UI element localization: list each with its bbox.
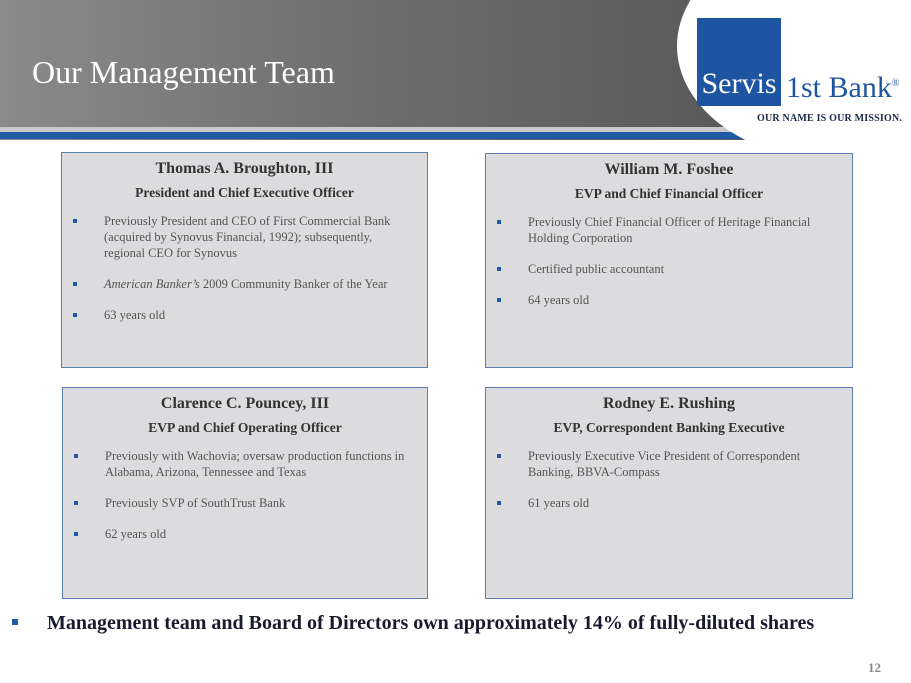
bullet-icon xyxy=(73,219,77,223)
bullet-icon xyxy=(497,267,501,271)
logo-text-1st-bank: 1st Bank xyxy=(786,71,892,104)
bullet-icon xyxy=(497,454,501,458)
bullet-icon xyxy=(497,501,501,505)
list-item xyxy=(104,213,409,261)
profile-name: William M. Foshee xyxy=(604,161,734,178)
bullet-icon xyxy=(74,454,78,458)
list-item xyxy=(528,261,834,277)
profile-bullets xyxy=(62,213,427,323)
profile-bullets xyxy=(486,448,852,511)
profile-name: Clarence C. Pouncey, III xyxy=(160,395,330,412)
profile-role: EVP and Chief Operating Officer xyxy=(148,420,342,435)
list-item-text: 2009 Community Banker of the Year xyxy=(199,277,388,291)
profile-role: President and Chief Executive Officer xyxy=(135,185,354,200)
bullet-icon xyxy=(74,532,78,536)
page-number: 12 xyxy=(868,660,881,675)
list-item-text: Previously SVP of SouthTrust Bank xyxy=(105,496,286,510)
list-item xyxy=(105,495,409,511)
list-item xyxy=(528,448,834,480)
list-item-text: Previously Executive Vice President of Correspondent Banking, BBVA-Compass xyxy=(528,449,801,479)
profile-card-pouncey xyxy=(62,387,428,599)
list-item xyxy=(528,214,834,246)
profile-role: EVP, Correspondent Banking Executive xyxy=(553,420,785,435)
list-item xyxy=(105,526,409,542)
registered-mark: ® xyxy=(891,78,900,89)
list-item xyxy=(105,448,409,480)
list-item-text: Certified public accountant xyxy=(528,262,665,276)
logo-text-bank xyxy=(786,66,899,106)
list-item xyxy=(104,307,409,323)
profile-role: EVP and Chief Financial Officer xyxy=(574,186,764,201)
profile-bullets xyxy=(486,214,852,308)
logo-text-servis: Servis xyxy=(701,67,777,100)
profile-card-broughton xyxy=(61,152,428,368)
bullet-icon xyxy=(74,501,78,505)
profile-name: Rodney E. Rushing xyxy=(602,395,736,412)
bullet-icon xyxy=(12,619,18,625)
bullet-icon xyxy=(73,282,77,286)
list-item-text: Previously Chief Financial Officer of Heritage Financial Holding Corporation xyxy=(528,215,811,245)
profile-bullets xyxy=(63,448,427,542)
list-item xyxy=(528,292,834,308)
list-item xyxy=(528,495,834,511)
page-title: Our Management Team xyxy=(32,54,335,90)
list-item xyxy=(104,276,409,292)
logo-tagline: OUR NAME IS OUR MISSION. xyxy=(757,113,903,124)
list-item-text: Previously President and CEO of First Commercial Bank (acquired by Synovus Financial, 1992); subsequently, regional CEO for Synovus xyxy=(104,214,391,260)
list-item-text: Previously with Wachovia; oversaw production functions in Alabama, Arizona, Tennessee and Texas xyxy=(105,449,405,479)
publication-name: American Banker’s xyxy=(104,277,200,291)
bullet-icon xyxy=(497,298,501,302)
list-item-text: 63 years old xyxy=(104,308,166,322)
profile-name: Thomas A. Broughton, III xyxy=(155,160,334,177)
list-item-text: 61 years old xyxy=(528,496,590,510)
profile-card-foshee xyxy=(485,153,853,368)
footer-summary: Management team and Board of Directors own approximately 14% of fully-diluted shares xyxy=(47,612,815,634)
list-item-text: 62 years old xyxy=(105,527,167,541)
bullet-icon xyxy=(73,313,77,317)
bullet-icon xyxy=(497,220,501,224)
list-item-text: 64 years old xyxy=(528,293,590,307)
profile-card-rushing xyxy=(485,387,853,599)
